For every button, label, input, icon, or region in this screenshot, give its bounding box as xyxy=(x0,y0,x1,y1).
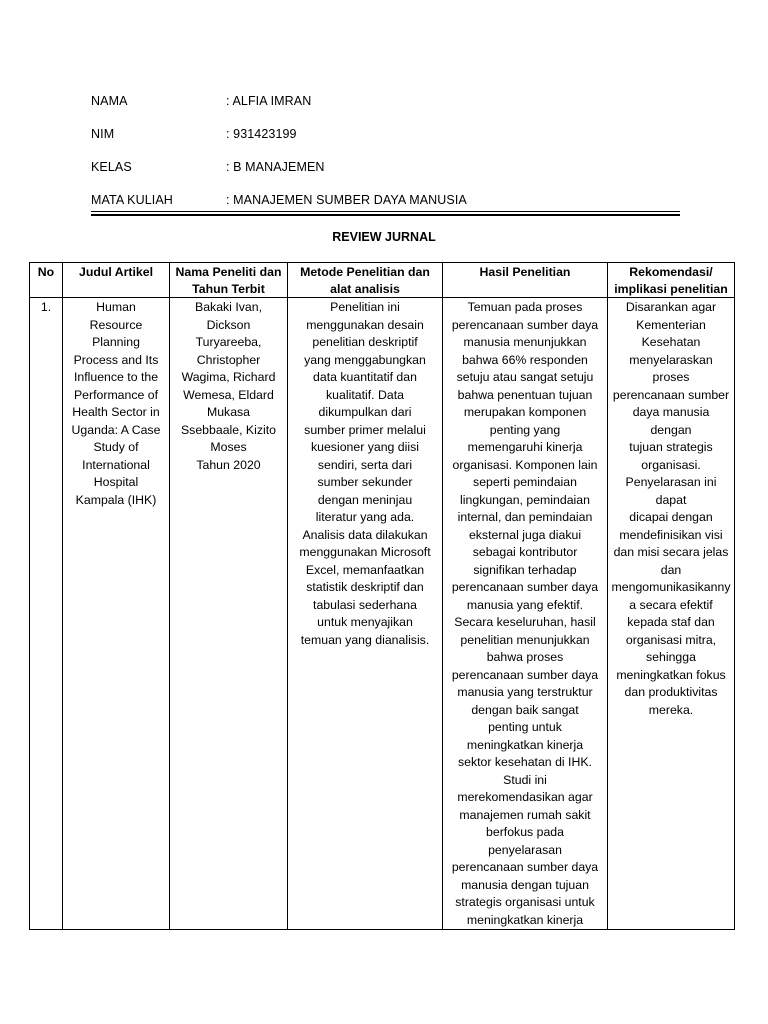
table-header-row xyxy=(30,263,735,298)
info-row-nim xyxy=(91,125,681,158)
column-header-no: No xyxy=(30,263,63,298)
cell-no: 1. xyxy=(30,298,63,930)
page-title: REVIEW JURNAL xyxy=(332,230,436,244)
cell-judul: Human Resource Planning Process and Its Influence to the Performance of Health Sector in Uganda: A Case Study of International Hospital Kampala (IHK) xyxy=(63,298,170,930)
info-row-nama xyxy=(91,92,681,125)
column-header-judul: Judul Artikel xyxy=(63,263,170,298)
column-header-peneliti: Nama Peneliti dan Tahun Terbit xyxy=(170,263,288,298)
mata-kuliah-value: : MANAJEMEN SUMBER DAYA MANUSIA xyxy=(226,193,467,207)
nama-label: NAMA xyxy=(91,94,128,108)
info-row-kelas xyxy=(91,158,681,191)
cell-metode: Penelitian ini menggunakan desain penelitian deskriptif yang menggabungkan data kuantitatif dan kualitatif. Data dikumpulkan dari sumber primer melalui kuesioner yang diisi sendiri, serta dari sumber sekunder dengan meninjau literatur yang ada. Analisis data dilakukan menggunakan Microsoft Excel, memanfaatkan statistik deskriptif dan tabulasi sederhana untuk menyajikan temuan yang dianalisis. xyxy=(288,298,443,930)
header-divider xyxy=(91,211,680,216)
column-header-rekomendasi: Rekomendasi/ implikasi penelitian xyxy=(608,263,735,298)
student-info xyxy=(91,92,681,224)
nim-label: NIM xyxy=(91,127,115,141)
nim-value: : 931423199 xyxy=(226,127,297,141)
info-row-mata-kuliah xyxy=(91,191,681,224)
nama-value: : ALFIA IMRAN xyxy=(226,94,312,108)
kelas-value: : B MANAJEMEN xyxy=(226,160,325,174)
cell-rekomendasi: Disarankan agar Kementerian Kesehatan menyelaraskan proses perencanaan sumber daya manusia dengan tujuan strategis organisasi. Penyelarasan ini dapat dicapai dengan mendefinisikan visi dan misi secara jelas dan mengomunikasikanny a secara efektif kepada staf dan organisasi mitra, sehingga meningkatkan fokus dan produktivitas mereka. xyxy=(608,298,735,930)
review-table xyxy=(29,262,735,930)
cell-peneliti: Bakaki Ivan, Dickson Turyareeba, Christopher Wagima, Richard Wemesa, Eldard Mukasa Ssebbaale, Kizito Moses Tahun 2020 xyxy=(170,298,288,930)
column-header-hasil: Hasil Penelitian xyxy=(443,263,608,298)
cell-hasil: Temuan pada proses perencanaan sumber daya manusia menunjukkan bahwa 66% responden setuju atau sangat setuju bahwa penentuan tujuan merupakan komponen penting yang memengaruhi kinerja organisasi. Komponen lain seperti pemindaian lingkungan, pemindaian internal, dan pemindaian eksternal juga diakui sebagai kontributor signifikan terhadap perencanaan sumber daya manusia yang efektif. Secara keseluruhan, hasil penelitian menunjukkan bahwa proses perencanaan sumber daya manusia yang terstruktur dengan baik sangat penting untuk meningkatkan kinerja sektor kesehatan di IHK. Studi ini merekomendasikan agar manajemen rumah sakit berfokus pada penyelarasan perencanaan sumber daya manusia dengan tujuan strategis organisasi untuk meningkatkan kinerja xyxy=(443,298,608,930)
divider-thick-line xyxy=(91,214,680,216)
mata-kuliah-label: MATA KULIAH xyxy=(91,193,173,207)
divider-thin-line xyxy=(91,211,680,212)
kelas-label: KELAS xyxy=(91,160,132,174)
column-header-metode: Metode Penelitian dan alat analisis xyxy=(288,263,443,298)
table-row xyxy=(30,298,735,930)
